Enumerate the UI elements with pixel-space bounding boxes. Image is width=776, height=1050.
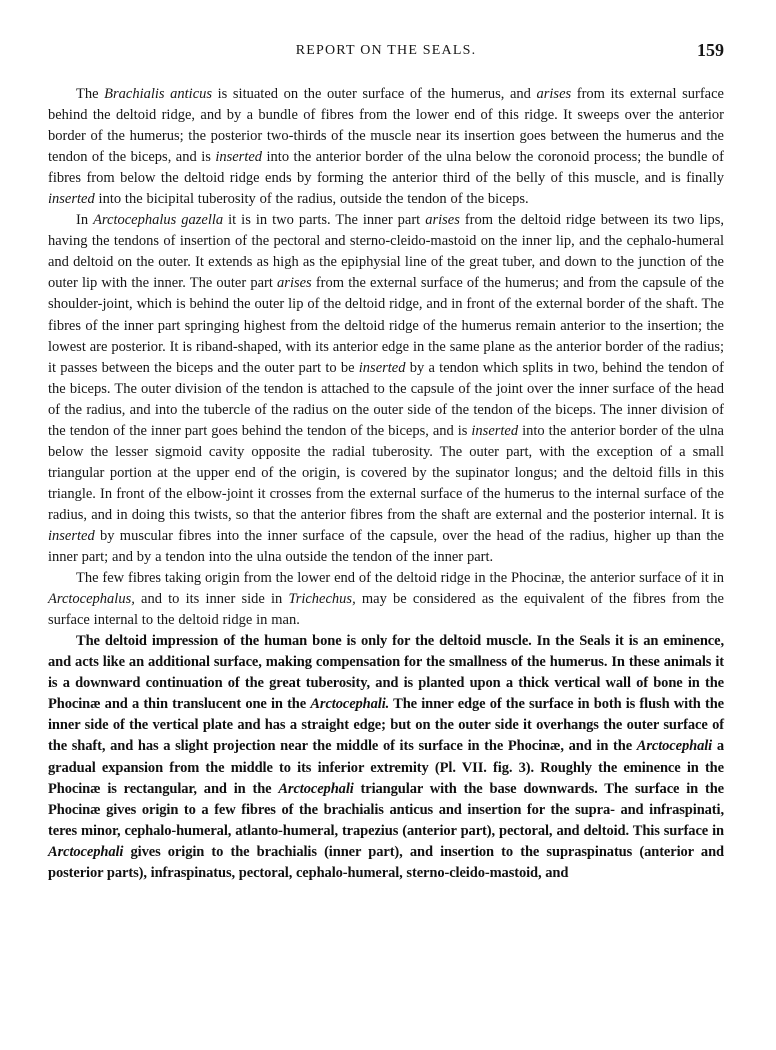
italic-run: Arctocephali. [310, 696, 390, 713]
text-run: by a tendon which splits in two, behind the tendon of the biceps. The outer division of the tendon is attached to the capsule of the joint over the inner surface of the head of the radius, and into the tubercle of the radius on the outer side of the tendon of the biceps. The inner division of the tendon of the inner part goes behind the tendon of the biceps, and is [48, 359, 724, 439]
italic-run: arises [536, 86, 572, 102]
body-text [48, 84, 724, 884]
text-run: into the anterior border of the ulna below the lesser sigmoid cavity opposite the radial tuberosity. The outer part, with the exception of a small triangular portion at the upper end of the origin, is covered by the supinator longus; and the deltoid fills in this triangle. In front of the elbow-joint it crosses from the external surface of the humerus to the internal surface of the radius, and in doing this twists, so that the anterior fibres from the shaft are external and the posterior internal. It is [48, 422, 724, 523]
text-run: The few fibres taking origin from the lower end of the deltoid ridge in the Phocinæ, the anterior surface of it in [76, 570, 724, 587]
italic-run: Trichechus, [288, 591, 356, 608]
italic-run: Arctocephali [48, 843, 124, 860]
italic-run: inserted [48, 527, 95, 544]
text-run: and to its inner side in [134, 591, 289, 608]
text-run: from the deltoid ridge between its two lips, having the tendons of insertion of the pectoral and sterno-cleido-mastoid on the inner lip, and the cephalo-humeral and deltoid on the outer. It extends as high as the epiphysial line of the great tuber, and down to the junction of the outer lip with the inner. The outer part [48, 212, 724, 292]
text-run: it is in two parts. The inner part [223, 212, 426, 229]
italic-run: inserted [358, 359, 406, 376]
page-number: 159 [697, 40, 724, 60]
text-run: The [76, 86, 105, 102]
text-run: triangular with the base downwards. The surface in the Phocinæ gives origin to a few fibres of the brachialis anticus and insertion for the supra- and infraspinati, teres minor, cephalo-humeral, atlanto-humeral, trapezius (anterior part), pectoral, and deltoid. This surface in [48, 780, 724, 839]
italic-run: Arctocephali [278, 780, 354, 797]
italic-run: inserted [215, 149, 263, 166]
italic-run: arises [277, 275, 312, 292]
text-run: The deltoid impression of the human bone is only for the deltoid muscle. In the Seals it is an eminence, and acts like an additional surface, making compensation for the smallness of the humerus. In these animals it is a downward continuation of the great tuberosity, and is planted upon a thick vertical wall of bone in the Phocinæ and a thin translucent one in the [48, 633, 724, 713]
paragraph-deltoid-impression [48, 631, 724, 884]
text-run: from its external surface behind the deltoid ridge, and by a bundle of fibres from the lower end of this ridge. It sweeps over the anterior border of the humerus; the posterior two-thirds of the muscle near its insertion goes between the humerus and the tendon of the biceps, and is [48, 86, 724, 166]
italic-run: inserted [471, 422, 519, 439]
italic-run: arises [425, 212, 460, 229]
text-run: into the anterior border of the ulna below the coronoid process; the bundle of fibres from below the deltoid ridge ends by forming the anterior third of the belly of this muscle, and is finally [48, 149, 724, 187]
text-run: is situated on the outer surface of the humerus, and [212, 86, 537, 102]
text-run: The inner edge of the surface in both is flush with the inner side of the vertical plate and has a straight edge; but on the outer side it overhangs the outer surface of the shaft, and has a slight projection near the middle of its surface in the Phocinæ, and in the [48, 696, 725, 755]
italic-run: Arctocephalus, [48, 591, 135, 608]
text-run: may be considered as the equivalent of the fibres from the surface internal to the deltoid ridge in man. [48, 591, 724, 629]
paragraph-few-fibres [48, 568, 724, 631]
italic-run: Arctocephalus gazella [93, 212, 224, 229]
running-head [48, 40, 724, 62]
italic-run: Arctocephali [636, 738, 713, 755]
running-title: REPORT ON THE SEALS. [295, 43, 477, 58]
italic-run: Brachialis anticus [104, 86, 213, 102]
paragraph-brachialis-anticus [48, 84, 724, 210]
italic-run: inserted [48, 191, 95, 208]
text-run: In [76, 212, 94, 229]
text-run: gives origin to the brachialis (inner part), and insertion to the supraspinatus (anterior and posterior parts), infraspinatus, pectoral, cephalo-humeral, sterno-cleido-mastoid, and [48, 843, 724, 881]
text-run: a gradual expansion from the middle to its inferior extremity (Pl. VII. fig. 3). Roughly the eminence in the Phocinæ is rectangular, and in the [48, 738, 724, 797]
text-run: into the bicipital tuberosity of the radius, outside the tendon of the biceps. [94, 191, 529, 208]
paragraph-arctocephalus-gazella [48, 210, 724, 568]
text-run: from the external surface of the humerus; and from the capsule of the shoulder-joint, which is behind the outer lip of the deltoid ridge, and in front of the external border of the shaft. The fibres of the inner part springing highest from the deltoid ridge of the humerus remain anterior to the insertion; the lowest are posterior. It is riband-shaped, with its anterior edge in the same plane as the anterior border of the radius; it passes between the biceps and the outer part to be [48, 275, 724, 376]
text-run: by muscular fibres into the inner surface of the capsule, over the head of the radius, higher up than the inner part; and by a tendon into the ulna outside the tendon of the inner part. [48, 527, 724, 566]
